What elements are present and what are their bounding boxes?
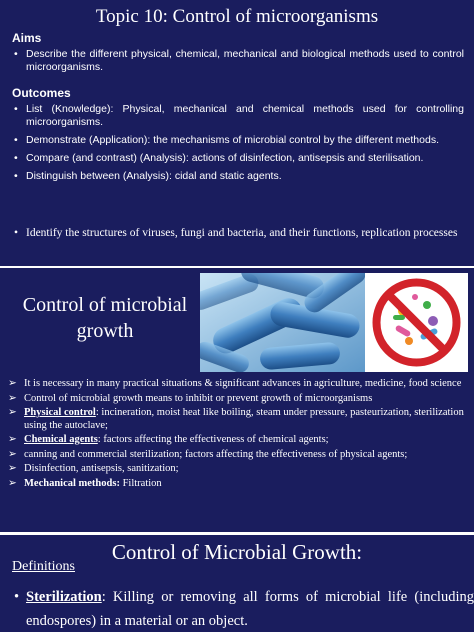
definitions-label: Definitions [12,559,75,574]
item-text: It is necessary in many practical situations & significant advances in agriculture, medicine, food science [24,378,462,389]
arrow-bullet-icon: ➢ [8,448,17,460]
outcome-item: • Compare (and contrast) (Analysis): actions of disinfection, antisepsis and sterilisation. [14,152,464,165]
definition-text: : Killing or removing all forms of microbial life (including endospores) in a material or an object. [26,589,474,629]
extra-outcome-text: Identify the structures of viruses, fungi and bacteria, and their functions, replication processes [26,227,458,239]
slide-title: Control of microbial growth [22,294,188,342]
arrow-bullet-icon: ➢ [8,477,17,489]
arrow-bullet-icon: ➢ [8,434,17,445]
slide-control-of-microbial-growth [0,268,474,532]
arrow-bullet-icon: ➢ [8,378,17,389]
aims-heading: Aims [12,31,42,45]
outcome-item: • List (Knowledge): Physical, mechanical and chemical methods used for controlling microorganisms. [14,103,464,129]
bullet-icon: • [14,589,20,605]
no-germs-icon [365,273,468,372]
outcomes-heading: Outcomes [12,86,71,100]
item-term: Mechanical methods: [24,477,120,489]
definition-sterilization [14,585,474,632]
list-item [8,449,464,462]
list-item [8,463,464,476]
item-text: : factors affecting the effectiveness of chemical agents; [97,434,329,445]
list-item [8,407,464,432]
list-item [8,434,464,447]
item-text: Filtration [119,477,162,489]
bullet-icon: • [14,227,19,239]
item-term: Chemical agents [24,434,98,445]
item-term: Physical control [24,407,96,418]
list-item [8,378,464,391]
bacteria-illustration [200,273,365,372]
outcome-item: • Distinguish between (Analysis): cidal and static agents. [14,170,464,183]
item-text: : incineration, moist heat like boiling, steam under pressure, pasteurization, sterilization using the autoclave; [24,407,464,431]
outcomes-list [14,103,464,188]
extra-outcome [14,226,474,241]
item-text: Disinfection, antisepsis, sanitization; [24,463,179,474]
definition-term: Sterilization [26,589,102,605]
aim-item: • Describe the different physical, chemical, mechanical and biological methods used to control microorganisms. [14,48,464,74]
arrow-bullet-icon: ➢ [8,463,17,474]
slide-topic-10 [0,0,474,266]
slide-definitions [0,535,474,632]
outcome-item: • Demonstrate (Application): the mechanisms of microbial control by the different methods. [14,134,464,147]
microbial-control-list [8,378,464,492]
item-text: canning and commercial sterilization; factors affecting the effectiveness of physical agents; [24,448,408,460]
aims-list [14,48,464,79]
arrow-bullet-icon: ➢ [8,407,17,418]
arrow-bullet-icon: ➢ [8,392,17,404]
list-item [8,478,464,491]
item-text: Control of microbial growth means to inhibit or prevent growth of microorganisms [24,392,373,404]
list-item [8,393,464,406]
slide-title: Topic 10: Control of microorganisms [95,6,379,27]
slide-title: Control of Microbial Growth: [111,540,363,564]
